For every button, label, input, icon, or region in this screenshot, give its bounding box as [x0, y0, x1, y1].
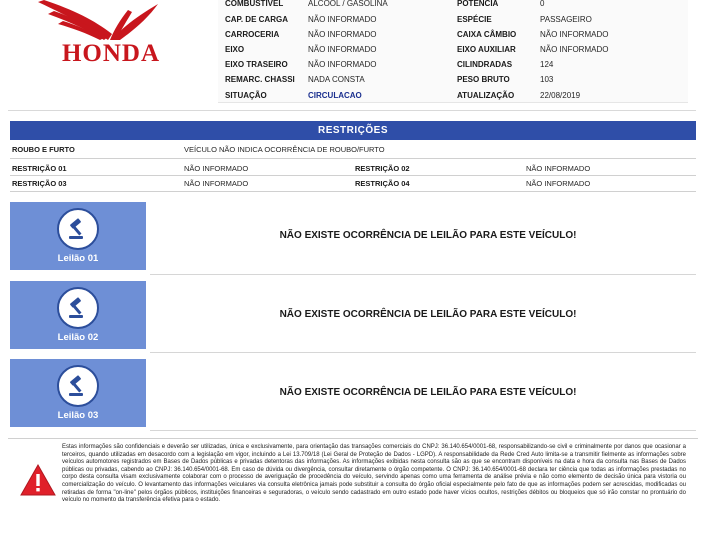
spec-updated-value: 22/08/2019 [540, 91, 581, 100]
spec-status-value: CIRCULACAO [308, 91, 362, 100]
restrictions-header: RESTRIÇÕES [10, 121, 696, 140]
spec-status: SITUAÇÃO [225, 91, 267, 100]
restriction-04-label: RESTRIÇÃO 04 [355, 179, 410, 188]
restrictions-divider [10, 175, 696, 176]
restriction-02-label: RESTRIÇÃO 02 [355, 164, 410, 173]
restriction-03-value: NÃO INFORMADO [184, 179, 249, 188]
spec-updated: ATUALIZAÇÃO [457, 91, 515, 100]
spec-chassis-value: NADA CONSTA [308, 75, 365, 84]
restriction-03-label: RESTRIÇÃO 03 [12, 179, 67, 188]
spec-displacement: CILINDRADAS [457, 60, 513, 69]
auction-label: Leilão 03 [57, 410, 99, 421]
spec-species: ESPÉCIE [457, 15, 492, 24]
auction-card [10, 281, 146, 349]
spec-body: CARROCERIA [225, 30, 280, 39]
warning-icon [20, 464, 56, 496]
restriction-01-value: NÃO INFORMADO [184, 164, 249, 173]
auction-message: NÃO EXISTE OCORRÊNCIA DE LEILÃO PARA ESTE VEÍCULO! [279, 309, 577, 320]
spec-chassis: REMARC. CHASSI [225, 75, 295, 84]
auction-message: NÃO EXISTE OCORRÊNCIA DE LEILÃO PARA ESTE VEÍCULO! [279, 230, 577, 241]
spec-gearbox: CAIXA CÂMBIO [457, 30, 517, 39]
gavel-icon [57, 287, 99, 329]
restrictions-divider [10, 158, 696, 159]
auction-message: NÃO EXISTE OCORRÊNCIA DE LEILÃO PARA ESTE VEÍCULO! [279, 387, 577, 398]
spec-fuel: COMBUSTÍVEL [225, 0, 284, 8]
vehicle-specs-table [218, 0, 688, 103]
spec-fuel-value: ALCOOL / GASOLINA [308, 0, 388, 8]
restriction-01-label: RESTRIÇÃO 01 [12, 164, 67, 173]
auction-card [10, 359, 146, 427]
auction-card [10, 202, 146, 270]
spec-rear-axle-value: NÃO INFORMADO [308, 60, 377, 69]
spec-gross-weight-value: 103 [540, 75, 554, 84]
auction-row-02 [10, 281, 696, 349]
theft-label: ROUBO E FURTO [12, 145, 75, 154]
spec-rear-axle: EIXO TRASEIRO [225, 60, 288, 69]
restrictions-divider [10, 191, 696, 192]
spec-species-value: PASSAGEIRO [540, 15, 592, 24]
auction-divider [150, 274, 696, 275]
restriction-04-value: NÃO INFORMADO [526, 179, 591, 188]
auction-label: Leilão 02 [57, 332, 99, 343]
restriction-02-value: NÃO INFORMADO [526, 164, 591, 173]
gavel-icon [57, 365, 99, 407]
spec-power-value: 0 [540, 0, 545, 8]
disclaimer-text: Estas informações são confidenciais e deverão ser utilizadas, única e exclusivamente, para orientação das transações comerciais do CNPJ: 36.140.654/0001-68, responsabilizando-se civil e criminalmente por danos que ocasionar a terceiros, quando utilizadas em desacordo com a legislação em vigor, incluindo a Lei 13.709/18 (Lei Geral de Proteção de Dados - LGPD). A responsabilidade da Rede Cred Auto limita-se a transmitir fielmente as informações sobre veículos automotores registrados em Bases de Dados públicas e privadas detentoras das informações. As informações exibidas nesta consulta são as que se encontram disponíveis na data e hora da consulta nas Bases de Dados públicas ou privadas, cabendo ao CNPJ: 36.140.654/0001-68. Em caso de dúvida ou divergência, consultar diretamente o órgão competente. O CNPJ: 36.140.654/0001-68 declara ter ciência que todas as informações prestadas no corpo desta consulta visam exclusivamente colaborar com o processo de averiguação de procedência do veículo, servindo apenas como uma ferramenta de análise prévia e não como elemento de decisão única para vistoria ou comercialização do veículo. O levantamento das informações veiculares via consulta eletrônica jamais pode substituir a consulta do órgão oficial especialmente pelo fato de que as informações podem ser acrescidas, modificadas ou retiradas de forma "on-line" pelos órgãos públicos, instituições financeiras e seguradoras, o veículo sendo cadastrado em outro estado pode haver vícios ocultos, restrições débitos ou bloqueios que só irão constar no prontuário do veículo no momento da transferência efetiva para o estado. [62, 444, 686, 504]
auction-row-01 [10, 202, 696, 270]
brand-name: HONDA [61, 40, 161, 67]
spec-load-capacity-value: NÃO INFORMADO [308, 15, 377, 24]
vehicle-info-section [0, 0, 704, 110]
spec-power: POTÊNCIA [457, 0, 499, 8]
auction-divider [150, 430, 696, 431]
spec-aux-axle-value: NÃO INFORMADO [540, 45, 609, 54]
auction-label: Leilão 01 [57, 253, 99, 264]
spec-axle: EIXO [225, 45, 245, 54]
spec-gross-weight: PESO BRUTO [457, 75, 510, 84]
spec-body-value: NÃO INFORMADO [308, 30, 377, 39]
auction-row-03 [10, 359, 696, 427]
section-divider [8, 110, 696, 111]
spec-axle-value: NÃO INFORMADO [308, 45, 377, 54]
spec-aux-axle: EIXO AUXILIAR [457, 45, 516, 54]
spec-displacement-value: 124 [540, 60, 554, 69]
gavel-icon [57, 208, 99, 250]
spec-load-capacity: CAP. DE CARGA [225, 15, 288, 24]
theft-value: VEÍCULO NÃO INDICA OCORRÊNCIA DE ROUBO/FURTO [184, 145, 385, 154]
spec-gearbox-value: NÃO INFORMADO [540, 30, 609, 39]
auction-divider [150, 352, 696, 353]
